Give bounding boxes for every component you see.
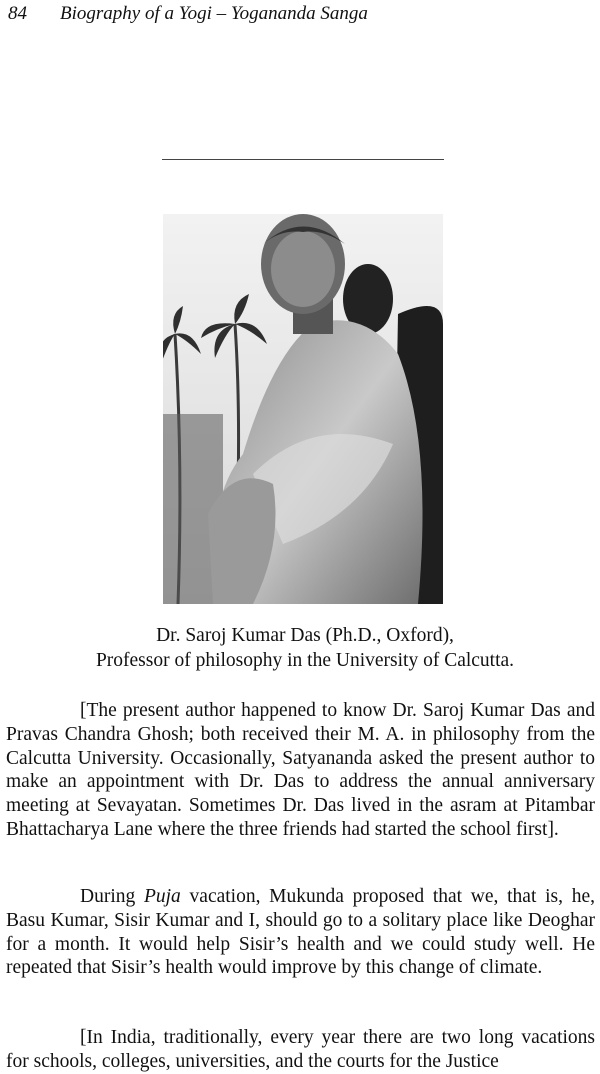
separator-rule	[162, 159, 444, 160]
paragraph-2	[6, 885, 595, 980]
running-header	[8, 2, 598, 26]
portrait-photo-graphic	[163, 214, 443, 604]
paragraph-2-start: During	[80, 886, 144, 907]
paragraph-2-rest: vacation, Mukunda proposed that we, that is, he, Basu Kumar, Sisir Kumar and I, should go to a solitary place like Deoghar for a month. It would help Sisir’s health and we could study well. He repeated that Sisir’s health would improve by this change of climate.	[6, 886, 595, 979]
paragraph-3: [In India, traditionally, every year there are two long vacations for schools, colleges, universities, and the courts for the Justice	[6, 1027, 595, 1072]
paragraph-2-italic-term: Puja	[143, 886, 181, 907]
photo-caption-line2: Professor of philosophy in the University of Calcutta.	[95, 650, 515, 671]
page-number: 84	[8, 3, 27, 24]
photo-caption-line1: Dr. Saroj Kumar Das (Ph.D., Oxford),	[156, 625, 454, 646]
portrait-photo	[163, 214, 443, 604]
paragraph-1: [The present author happened to know Dr. Saroj Kumar Das and Pravas Chandra Ghosh; both received their M. A. in philosophy from the Calcutta University. Occasionally, Satyananda asked the present author to make an appointment with Dr. Das to address the annual anniversary meeting at Sevayatan. Sometimes Dr. Das lived in the asram at Pitambar Bhattacharya Lane where the three friends had started the school first].	[6, 700, 595, 840]
running-title: Biography of a Yogi – Yogananda Sanga	[60, 3, 368, 24]
